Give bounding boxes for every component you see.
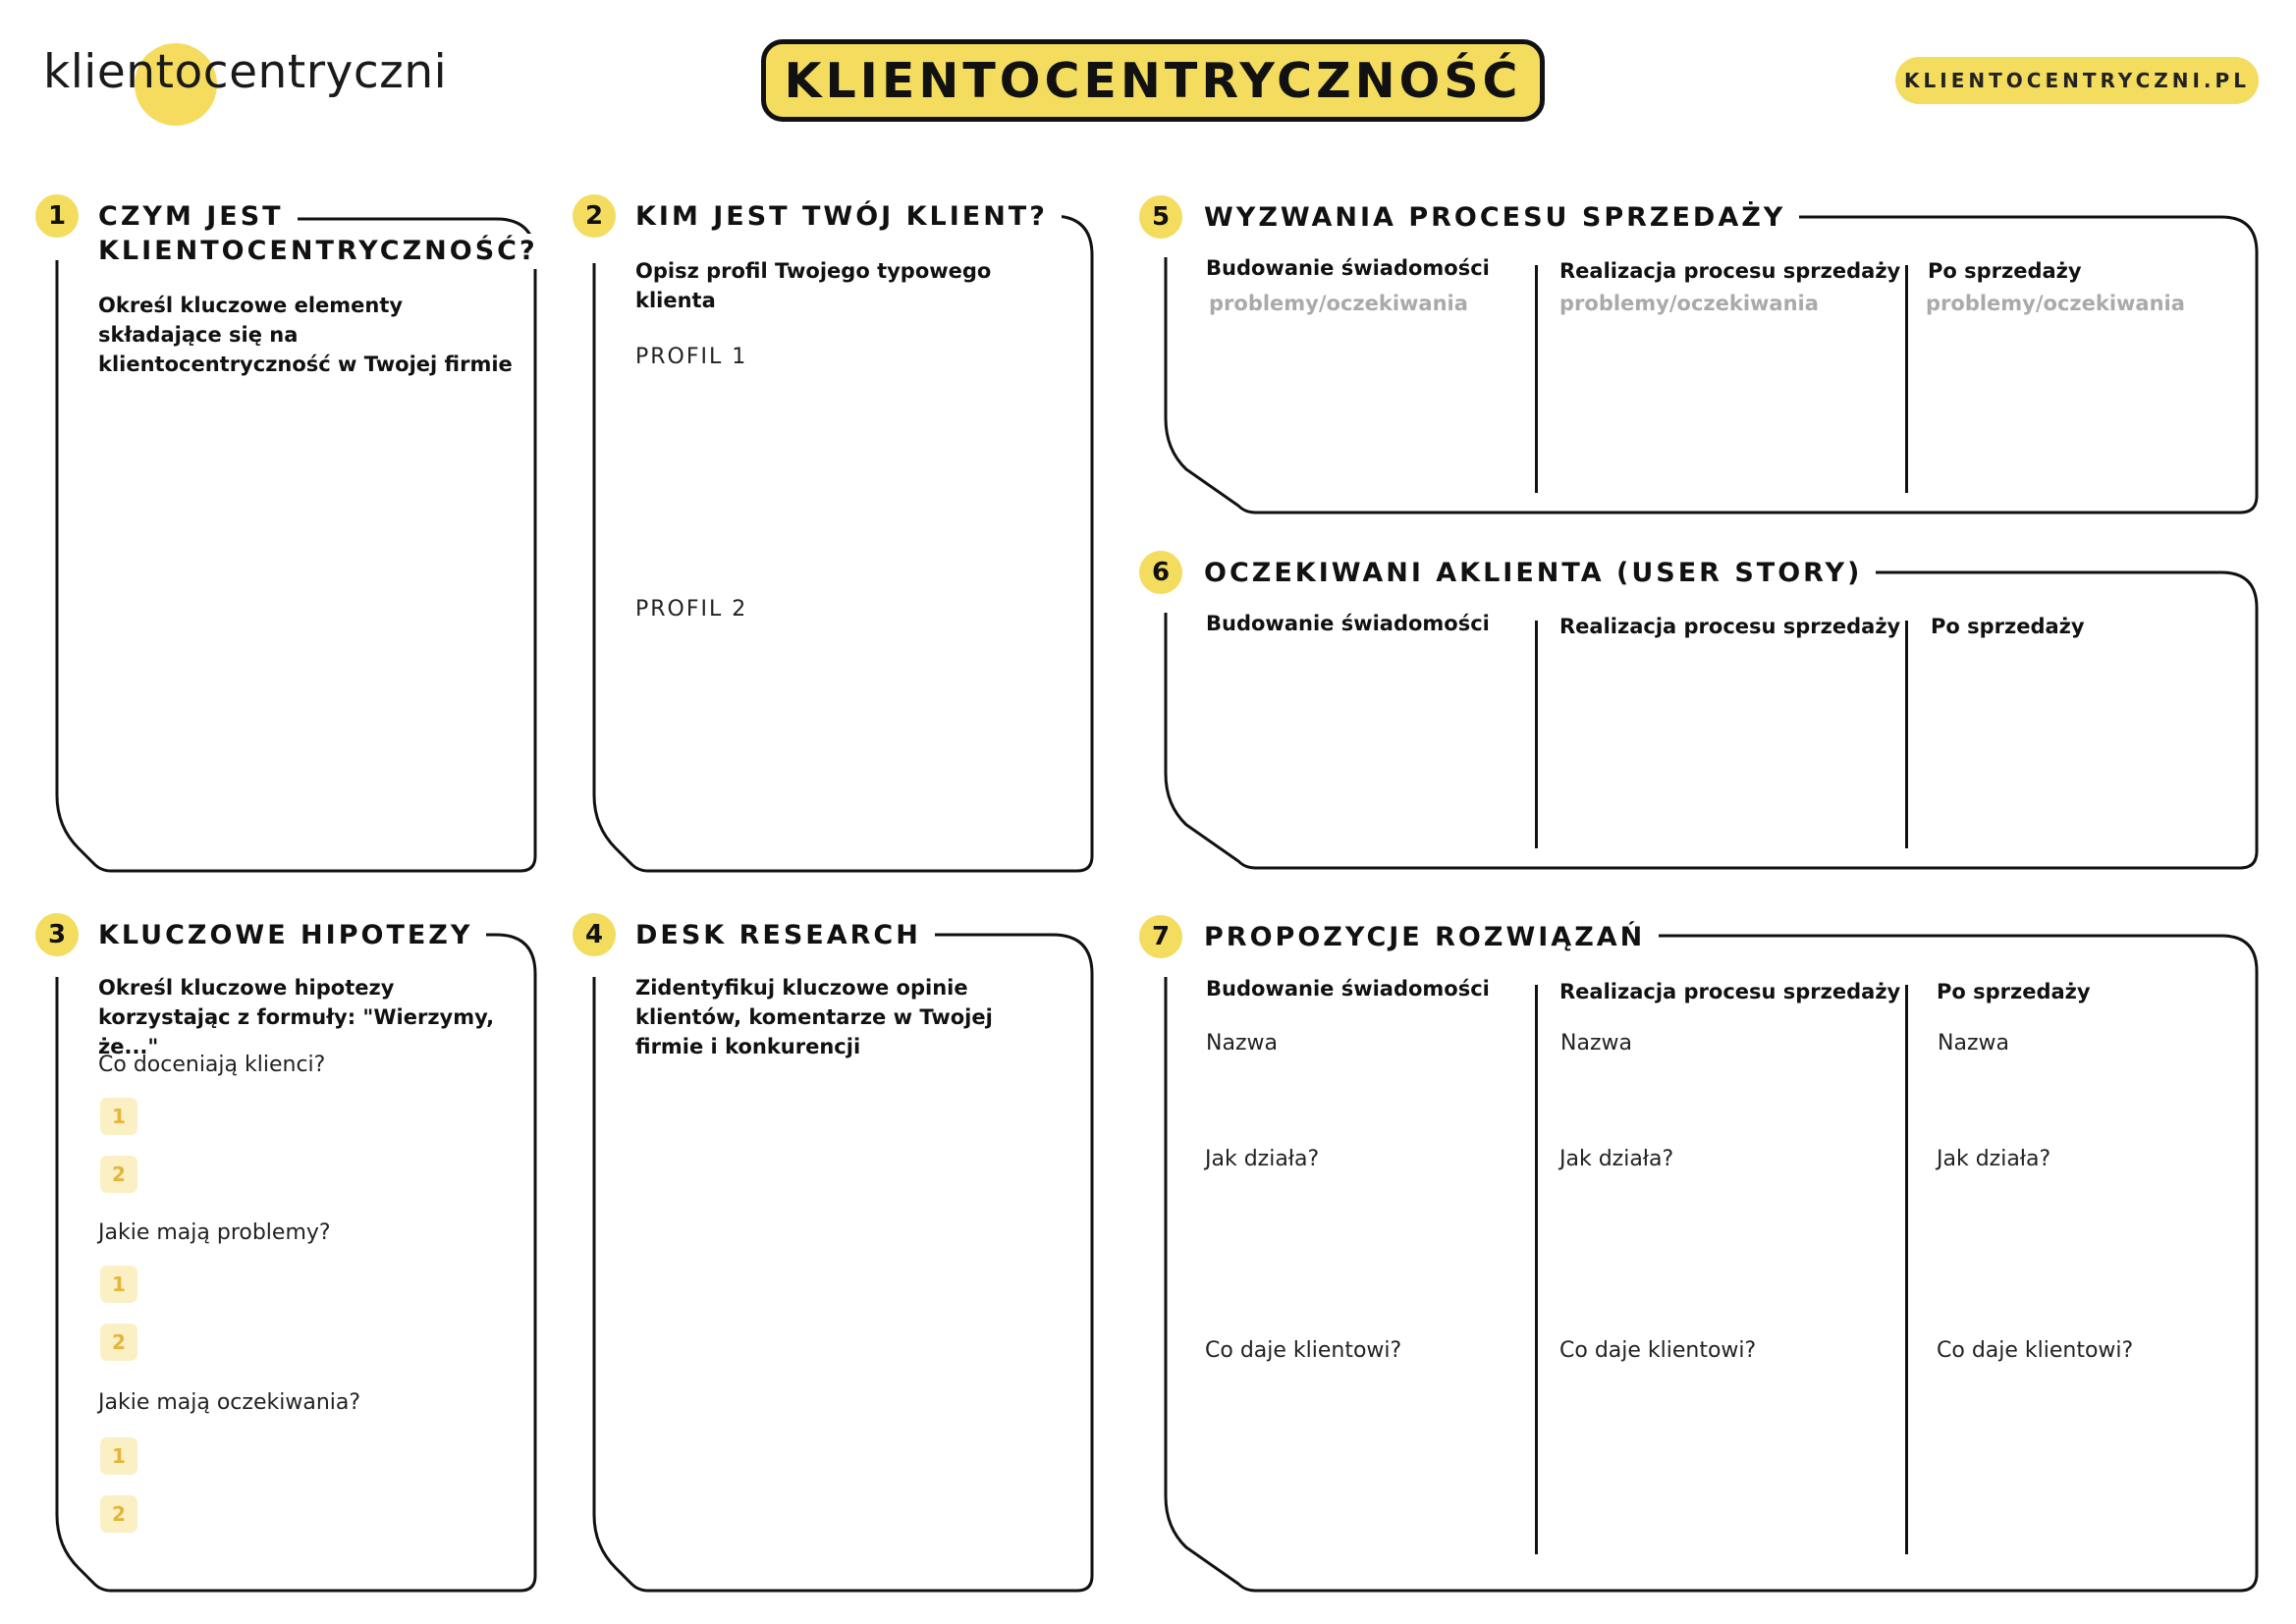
- page-title-box: [761, 39, 1545, 122]
- s6-column-divider: [1905, 621, 1908, 848]
- s7-col-3-field-name: Nazwa: [1938, 1031, 2009, 1056]
- section-1-description: Określ kluczowe elementy składające się na klientocentryczność w Twojej firmie: [98, 294, 513, 376]
- s6-col-1-heading: Budowanie świadomości: [1206, 612, 1490, 635]
- s6-col-2-heading: Realizacja procesu sprzedaży: [1559, 615, 1901, 638]
- section-4-title: DESK RESEARCH: [635, 918, 935, 953]
- s7-col-1-field-how: Jak działa?: [1205, 1147, 1320, 1171]
- section-5-title: WYZWANIA PROCESU SPRZEDAŻY: [1204, 200, 1799, 236]
- s7-col-1-field-benefit: Co daje klientowi?: [1205, 1338, 1402, 1363]
- website-link[interactable]: [1895, 57, 2259, 104]
- hypothesis-item-badge: 2: [100, 1156, 137, 1193]
- hypothesis-item-badge: 2: [100, 1324, 137, 1361]
- section-3-description: Określ kluczowe hipotezy korzystając z formuły: "Wierzymy, że...": [98, 976, 495, 1058]
- hypothesis-question-3: Jakie mają oczekiwania?: [98, 1390, 361, 1415]
- section-1-title-line1: CZYM JEST: [98, 199, 298, 235]
- profile-2-label: PROFIL 2: [635, 597, 748, 622]
- s5-col-1-hint: problemy/oczekiwania: [1209, 292, 1468, 315]
- s7-col-3-heading: Po sprzedaży: [1937, 980, 2091, 1003]
- section-2-title: KIM JEST TWÓJ KLIENT?: [635, 199, 1062, 235]
- section-2-description: Opisz profil Twojego typowego klienta: [635, 259, 992, 312]
- section-7-title: PROPOZYCJE ROZWIĄZAŃ: [1204, 920, 1659, 955]
- page-title: KLIENTOCENTRYCZNOŚĆ: [784, 52, 1522, 109]
- section-1-badge: 1: [35, 194, 79, 238]
- section-4-badge: 4: [573, 913, 616, 956]
- s5-column-divider: [1535, 265, 1538, 493]
- logo: klientocentryczni: [43, 45, 448, 99]
- s7-column-divider: [1535, 985, 1538, 1554]
- hypothesis-item-badge: 1: [100, 1266, 137, 1303]
- section-4-description: Zidentyfikuj kluczowe opinie klientów, komentarze w Twojej firmie i konkurencji: [635, 976, 993, 1058]
- s5-col-2-hint: problemy/oczekiwania: [1559, 292, 1819, 315]
- profile-1-label: PROFIL 1: [635, 345, 748, 369]
- section-7-frame: [1166, 936, 2257, 1591]
- s7-col-2-field-how: Jak działa?: [1559, 1147, 1674, 1171]
- hypothesis-question-2: Jakie mają problemy?: [98, 1220, 331, 1245]
- section-3-title: KLUCZOWE HIPOTEZY: [98, 918, 486, 953]
- s7-col-1-heading: Budowanie świadomości: [1206, 977, 1490, 1001]
- hypothesis-question-1: Co doceniają klienci?: [98, 1053, 326, 1077]
- s7-col-2-heading: Realizacja procesu sprzedaży: [1559, 980, 1901, 1003]
- s6-col-3-heading: Po sprzedaży: [1931, 615, 2085, 638]
- section-1-title-line2: KLIENTOCENTRYCZNOŚĆ?: [98, 234, 552, 269]
- section-2-badge: 2: [573, 194, 616, 238]
- section-3-badge: 3: [35, 913, 79, 956]
- s5-col-2-heading: Realizacja procesu sprzedaży: [1559, 259, 1901, 283]
- s7-column-divider: [1905, 985, 1908, 1554]
- section-5-badge: 5: [1139, 195, 1182, 239]
- s5-col-3-heading: Po sprzedaży: [1928, 259, 2082, 283]
- hypothesis-item-badge: 1: [100, 1098, 137, 1135]
- s5-column-divider: [1905, 265, 1908, 493]
- s6-column-divider: [1535, 621, 1538, 848]
- s5-col-3-hint: problemy/oczekiwania: [1926, 292, 2185, 315]
- section-6-badge: 6: [1139, 551, 1182, 594]
- section-6-title: OCZEKIWANI AKLIENTA (USER STORY): [1204, 556, 1876, 591]
- hypothesis-item-badge: 1: [100, 1437, 137, 1475]
- s7-col-3-field-benefit: Co daje klientowi?: [1937, 1338, 2134, 1363]
- section-7-badge: 7: [1139, 915, 1182, 958]
- s7-col-3-field-how: Jak działa?: [1937, 1147, 2051, 1171]
- s7-col-2-field-benefit: Co daje klientowi?: [1559, 1338, 1757, 1363]
- website-url: KLIENTOCENTRYCZNI.PL: [1904, 69, 2250, 92]
- s7-col-2-field-name: Nazwa: [1560, 1031, 1632, 1056]
- s7-col-1-field-name: Nazwa: [1206, 1031, 1278, 1056]
- s5-col-1-heading: Budowanie świadomości: [1206, 256, 1490, 280]
- hypothesis-item-badge: 2: [100, 1495, 137, 1533]
